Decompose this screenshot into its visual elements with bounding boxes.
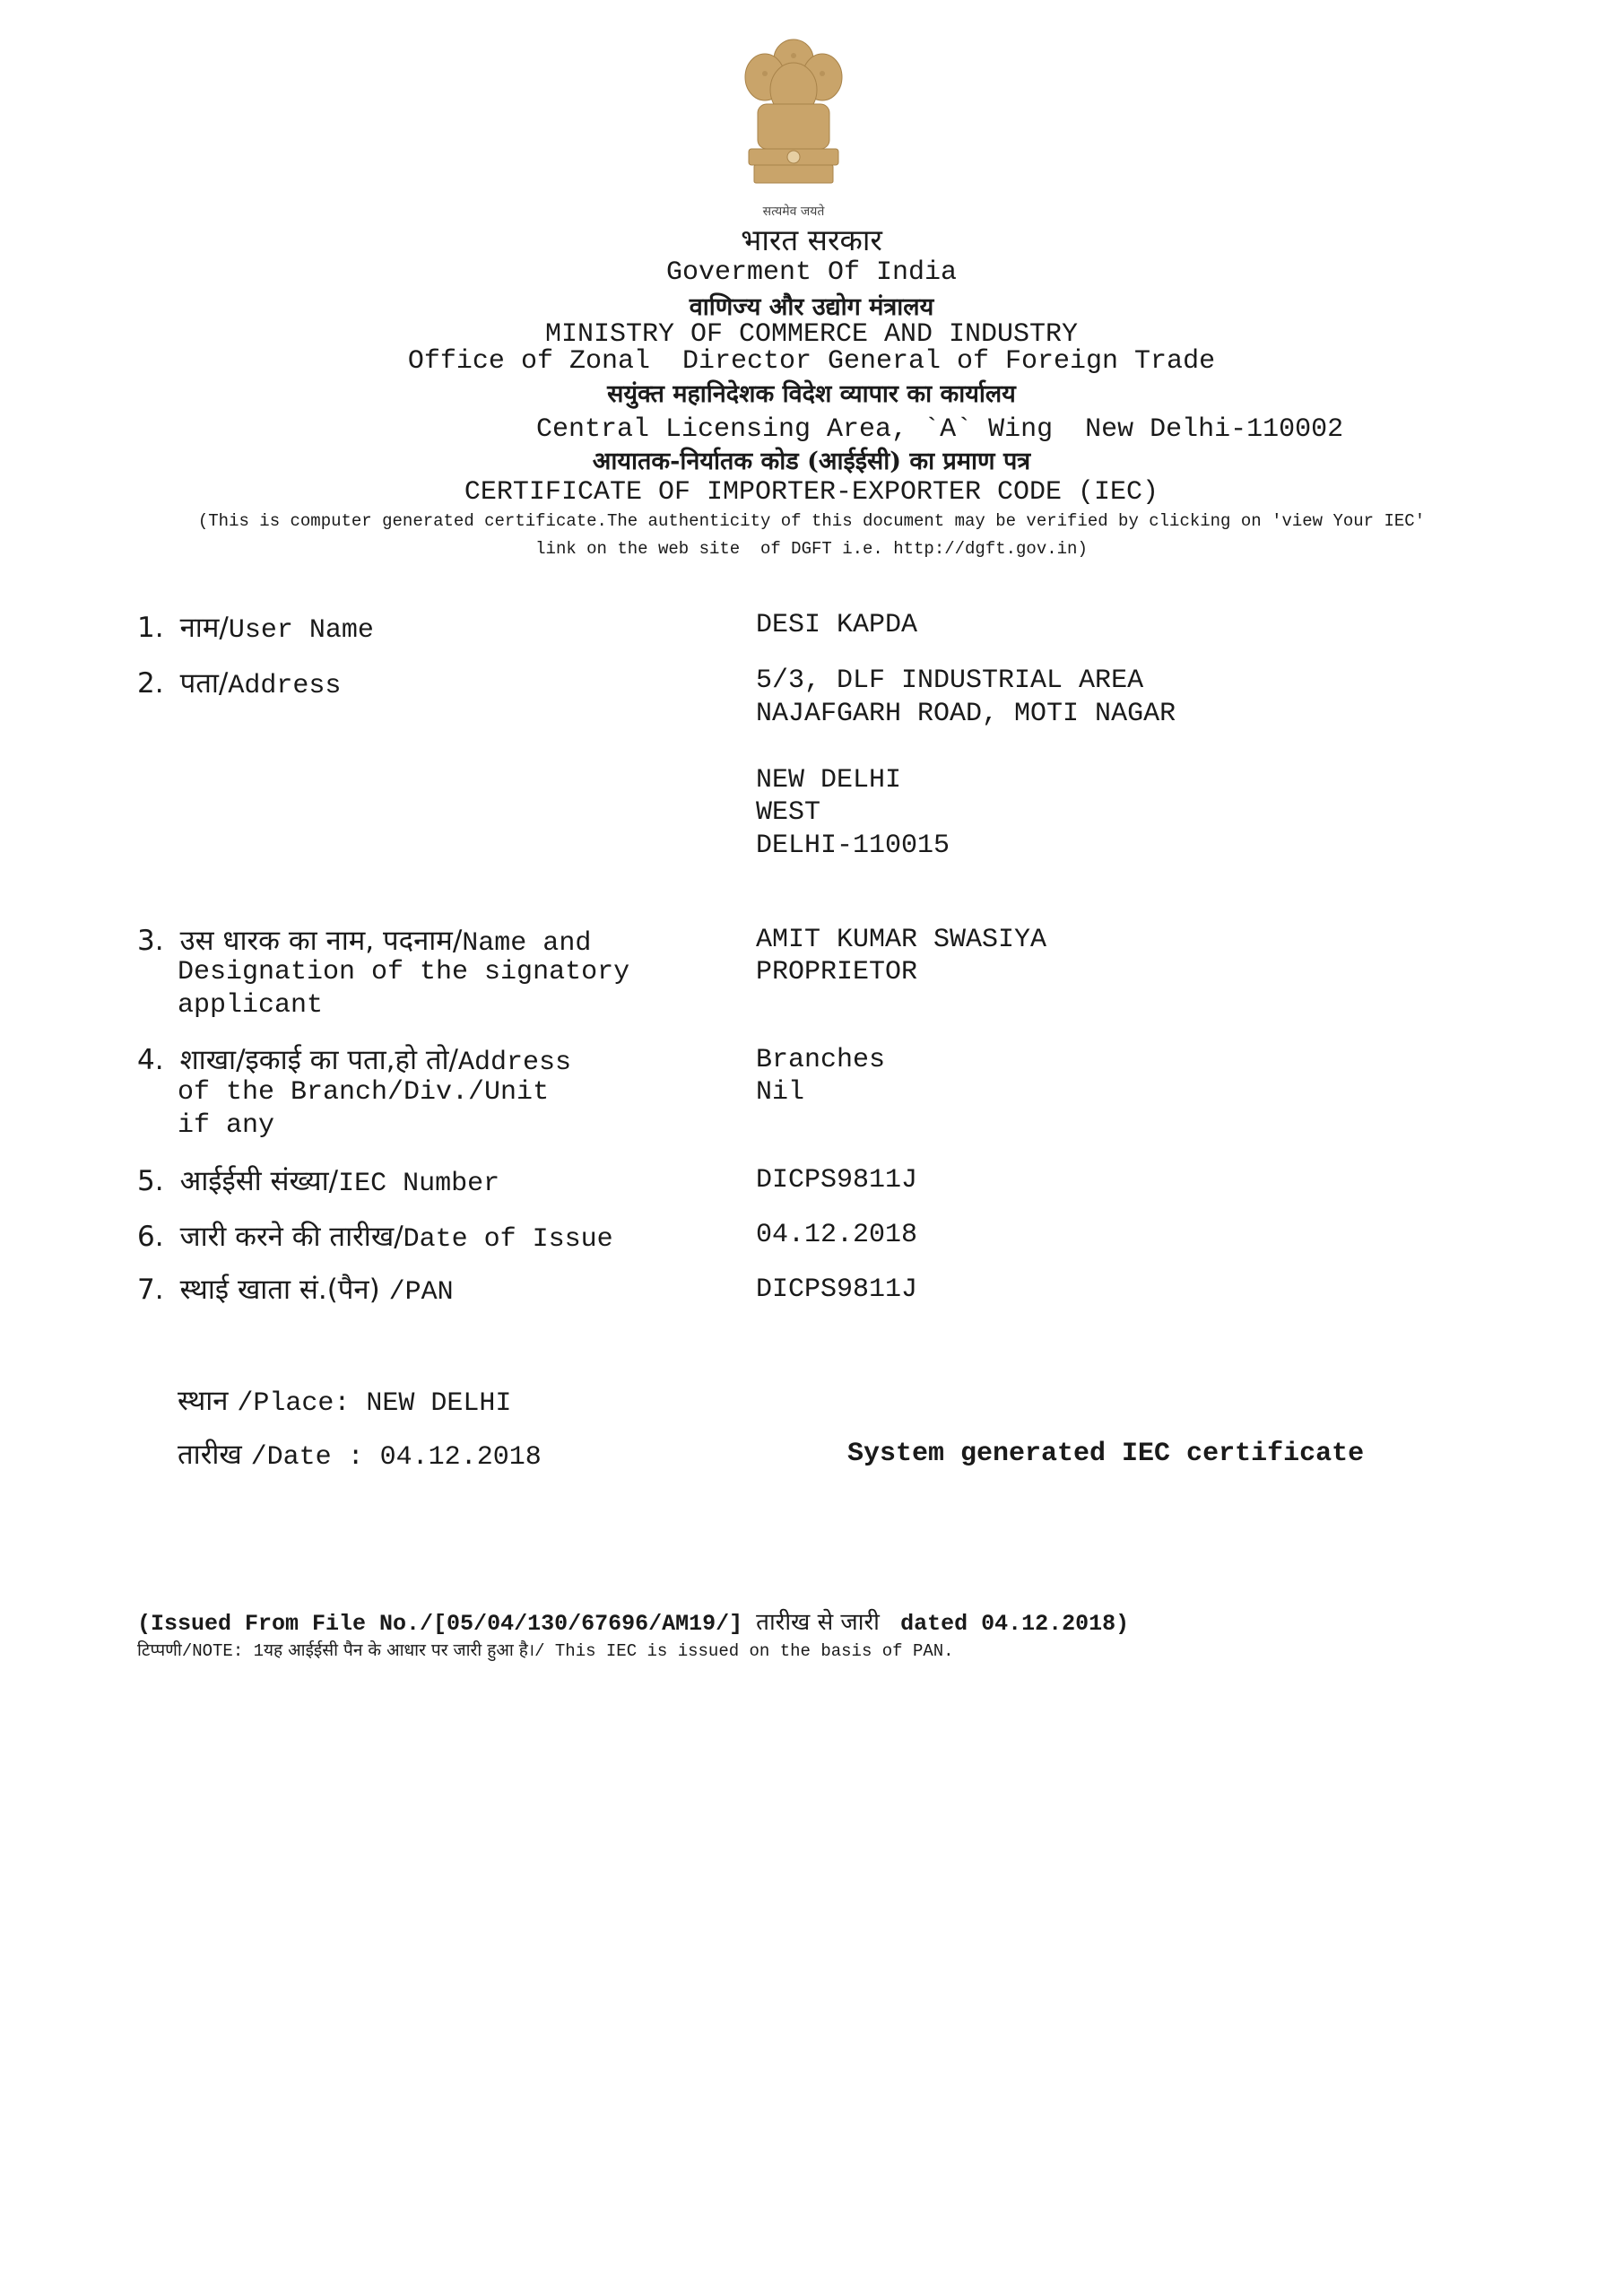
field-3-number: 3. [137, 925, 164, 957]
field-2-number: 2. [137, 667, 164, 700]
date-label-english: /Date : [250, 1442, 364, 1473]
place-row [178, 1381, 511, 1419]
field-5-label [137, 1161, 499, 1199]
field-1-label [137, 608, 374, 646]
date-label-hindi: तारीख [178, 1439, 251, 1471]
field-2-value-line-4: NEW DELHI [756, 765, 902, 796]
date-of-issue-value: 04.12.2018 [756, 1220, 918, 1250]
field-2-value-line-6: DELHI-110015 [756, 831, 950, 861]
field-2-label-hindi: पता/ [179, 667, 229, 700]
field-7-label-hindi: स्थाई खाता सं.(पैन) [179, 1274, 389, 1306]
certificate-title-english: CERTIFICATE OF IMPORTER-EXPORTER CODE (IEC) [464, 477, 1159, 508]
ministry-name-hindi: वाणिज्य और उद्योग मंत्रालय [689, 293, 934, 321]
field-2-label [137, 664, 341, 701]
system-generated-note: System generated IEC certificate [847, 1439, 1365, 1469]
field-4-label-english: Address [458, 1048, 572, 1078]
field-1-label-hindi: नाम/ [179, 612, 229, 644]
field-7-label-english: /PAN [388, 1277, 454, 1308]
emblem-motto: सत्यमेव जयते [762, 204, 825, 219]
field-2-label-english: Address [228, 671, 342, 701]
field-4-value-line-1: Branches [756, 1045, 886, 1075]
date-row [178, 1435, 542, 1473]
field-1-value: DESI KAPDA [756, 610, 918, 640]
field-3-value-line-2: PROPRIETOR [756, 957, 918, 987]
field-6-number: 6. [137, 1221, 164, 1253]
field-5-label-hindi: आईईसी संख्या/ [179, 1165, 339, 1197]
field-4-label-line-2: of the Branch/Div./Unit [178, 1077, 550, 1108]
field-4-label-line-3: if any [178, 1110, 275, 1141]
field-5-number: 5. [137, 1165, 164, 1197]
field-4-label [137, 1040, 571, 1078]
field-7-label [137, 1270, 454, 1308]
field-4-label-hindi: शाखा/इकाई का पता,हो तो/ [179, 1044, 459, 1076]
note-english-label: /NOTE: 1 [181, 1641, 265, 1661]
field-7-number: 7. [137, 1274, 164, 1306]
field-3-label-line-3: applicant [178, 990, 324, 1021]
iec-number-value: DICPS9811J [756, 1165, 918, 1196]
issued-hindi: तारीख से जारी [756, 1609, 888, 1636]
place-label-hindi: स्थान [178, 1385, 238, 1417]
certificate-title-hindi: आयातक-निर्यातक कोड (आईईसी) का प्रमाण पत्र [592, 448, 1031, 475]
field-3-label-hindi: उस धारक का नाम, पदनाम/ [179, 925, 463, 957]
pan-basis-note [137, 1638, 954, 1661]
office-name-hindi: सयुंक्त महानिदेशक विदेश व्यापार का कार्यालय [607, 380, 1016, 408]
field-3-label-english: Name and [462, 928, 592, 959]
field-2-value-line-2: NAJAFGARH ROAD, MOTI NAGAR [756, 699, 1176, 729]
govt-name-hindi: भारत सरकार [741, 222, 882, 257]
issued-from-file-line [137, 1605, 1129, 1637]
field-6-label-english: Date of Issue [403, 1224, 613, 1255]
field-6-label-hindi: जारी करने की तारीख/ [179, 1221, 404, 1253]
field-5-label-english: IEC Number [338, 1169, 500, 1199]
field-6-label [137, 1217, 613, 1255]
place-label-english: /Place: [237, 1388, 351, 1419]
field-1-label-english: User Name [228, 615, 374, 646]
pan-value: DICPS9811J [756, 1274, 918, 1305]
ministry-name-english: MINISTRY OF COMMERCE AND INDUSTRY [544, 319, 1079, 350]
date-value: 04.12.2018 [379, 1442, 542, 1473]
office-address: Central Licensing Area, `A` Wing New Delhi-110002 [536, 414, 1344, 445]
issued-file-number: (Issued From File No./[05/04/130/67696/AM19/] [137, 1611, 757, 1637]
field-1-number: 1. [137, 612, 164, 644]
office-name-english: Office of Zonal Director General of Foreign Trade [407, 346, 1216, 377]
place-value: NEW DELHI [366, 1388, 512, 1419]
field-2-value-line-5: WEST [756, 797, 821, 828]
field-3-label-line-2: Designation of the signatory [178, 957, 630, 987]
govt-name-english: Goverment Of India [665, 257, 958, 288]
note-hindi-text: यह आईईसी पैन के आधार पर जारी हुआ है। [264, 1640, 535, 1660]
field-2-value-line-1: 5/3, DLF INDUSTRIAL AREA [756, 665, 1144, 696]
field-4-number: 4. [137, 1044, 164, 1076]
note-hindi-label: टिप्पणी [137, 1640, 182, 1660]
field-4-value-line-2: Nil [756, 1077, 805, 1108]
verification-note-line-2: link on the web site of DGFT i.e. http://dgft.gov.in) [535, 539, 1088, 559]
issued-dated: dated 04.12.2018) [887, 1611, 1130, 1637]
field-3-value-line-1: AMIT KUMAR SWASIYA [756, 925, 1047, 955]
national-emblem-icon [731, 34, 856, 222]
note-english-text: / This IEC is issued on the basis of PAN. [534, 1641, 954, 1661]
field-3-label [137, 921, 591, 959]
verification-note-line-1: (This is computer generated certificate.The authenticity of this document may be verified by clicking on 'view Your IEC' [197, 511, 1426, 531]
